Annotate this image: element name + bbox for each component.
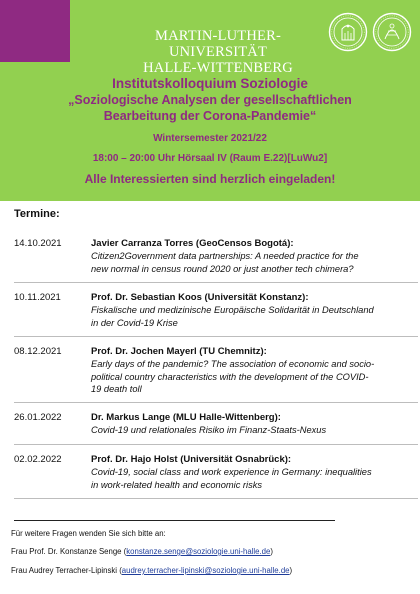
purple-accent-block xyxy=(0,0,70,62)
entry-divider xyxy=(14,498,418,499)
entry-speaker: Javier Carranza Torres (GeoCensos Bogotá): xyxy=(91,238,294,249)
entry-divider xyxy=(14,402,418,403)
event-title: Institutskolloquium Soziologie xyxy=(112,76,308,91)
contact-person-2-suffix: ) xyxy=(289,566,293,575)
contact-person-2-name: Frau Audrey Terracher-Lipinski ( xyxy=(11,566,122,575)
contact-person-2 xyxy=(11,566,292,575)
entry-talk-line: 19 death toll xyxy=(91,384,142,394)
entry-date: 02.02.2022 xyxy=(14,454,62,465)
entry-talk-line: new normal in census round 2020 or just another tech chimera? xyxy=(91,263,354,274)
entry-date: 26.01.2022 xyxy=(14,412,62,423)
entry-talk-line: in der Covid-19 Krise xyxy=(91,317,178,328)
event-invitation: Alle Interessierten sind herzlich eingeladen! xyxy=(84,172,336,186)
entry-divider xyxy=(14,444,418,445)
contact-person-1-name: Frau Prof. Dr. Konstanze Senge ( xyxy=(11,547,127,556)
header-banner xyxy=(0,0,420,201)
university-seal-icon xyxy=(372,12,412,52)
contact-email-link-1[interactable]: konstanze.senge@soziologie.uni-halle.de xyxy=(126,547,271,556)
university-seal-icon xyxy=(328,12,368,52)
entry-speaker: Prof. Dr. Hajo Holst (Universität Osnabrück): xyxy=(91,454,292,465)
entry-talk-line: Early days of the pandemic? The association of economic and socio- xyxy=(91,359,375,369)
entry-date: 14.10.2021 xyxy=(14,238,62,249)
entry-talk-line: in work-related health and economic risks xyxy=(91,479,263,490)
entry-speaker: Dr. Markus Lange (MLU Halle-Wittenberg): xyxy=(91,412,281,423)
entry-divider xyxy=(14,282,418,283)
entry-talk-line: Covid-19 und relationales Risiko im Finanz-Staats-Nexus xyxy=(91,425,327,435)
entry-date: 10.11.2021 xyxy=(14,292,61,303)
entry-talk-line: Citizen2Government data partnerships: A needed practice for the xyxy=(91,251,359,261)
event-semester: Wintersemester 2021/22 xyxy=(153,133,267,144)
event-subtitle-line1: „Soziologische Analysen der gesellschaftlichen xyxy=(68,93,352,107)
entry-divider xyxy=(14,336,418,337)
university-name xyxy=(108,28,328,76)
contact-email-link-2[interactable]: audrey.terracher-lipinski@soziologie.uni-halle.de xyxy=(121,566,290,575)
entry-talk-line: Covid-19, social class and work experience in Germany: inequalities xyxy=(91,467,372,477)
contact-person-1-suffix: ) xyxy=(270,547,273,556)
event-title-block xyxy=(0,75,420,187)
event-subtitle-line2: Bearbeitung der Corona-Pandemie“ xyxy=(103,109,317,123)
entry-speaker: Prof. Dr. Sebastian Koos (Universität Konstanz): xyxy=(91,292,309,303)
entry-talk-line: political country characteristics with the development of the COVID- xyxy=(91,371,369,382)
contact-intro: Für weitere Fragen wenden Sie sich bitte an: xyxy=(11,529,166,538)
university-name-line1: MARTIN-LUTHER-UNIVERSITÄT xyxy=(155,28,281,60)
schedule-heading: Termine: xyxy=(14,208,60,220)
event-time-place: 18:00 – 20:00 Uhr Hörsaal IV (Raum E.22)[LuWu2] xyxy=(92,153,328,164)
footer-rule xyxy=(14,520,335,521)
university-name-line2: HALLE-WITTENBERG xyxy=(143,60,293,76)
entry-date: 08.12.2021 xyxy=(14,346,62,357)
contact-person-1 xyxy=(11,547,273,556)
entry-talk-line: Fiskalische und medizinische Europäische Solidarität in Deutschland xyxy=(91,305,374,315)
entry-speaker: Prof. Dr. Jochen Mayerl (TU Chemnitz): xyxy=(91,346,267,357)
